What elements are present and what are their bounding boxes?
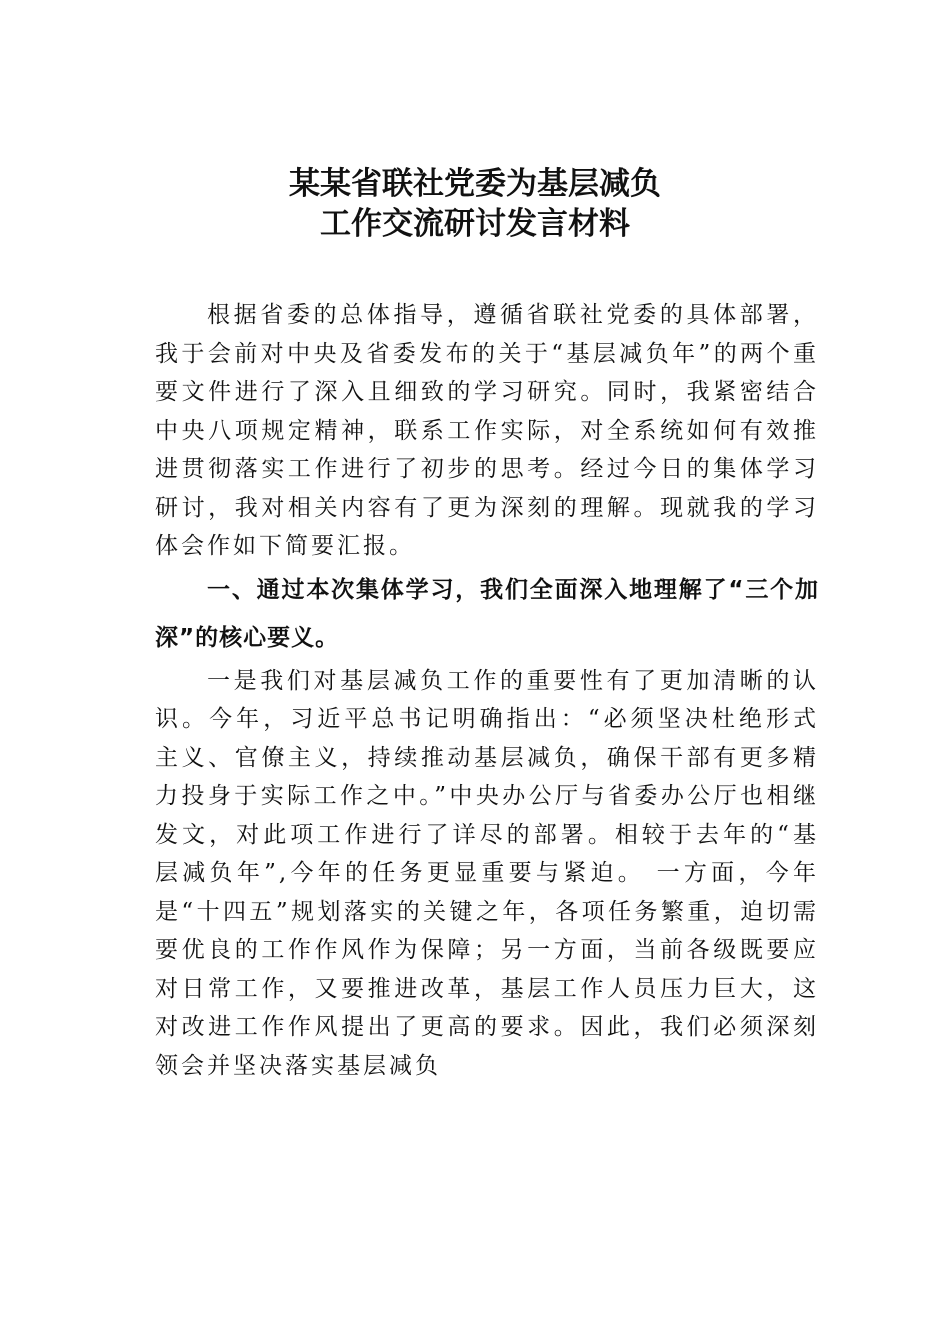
document-title [0, 164, 950, 244]
title-line-2: 工作交流研讨发言材料 [320, 206, 630, 242]
document-body [155, 296, 819, 1085]
intro-paragraph: 根据省委的总体指导，遵循省联社党委的具体部署，我于会前对中央及省委发布的关于“基层减负年”的两个重要文件进行了深入且细致的学习研究。同时，我紧密结合中央八项规定精神，联系工作实际，对全系统如何有效推进贯彻落实工作进行了初步的思考。经过今日的集体学习研讨，我对相关内容有了更为深刻的理解。现就我的学习体会作如下简要汇报。 [155, 302, 819, 559]
body-paragraph-1: 一是我们对基层减负工作的重要性有了更加清晰的认识。今年，习近平总书记明确指出：“必须坚决杜绝形式主义、官僚主义，持续推动基层减负，确保干部有更多精力投身于实际工作之中。”中央办公厅与省委办公厅也相继发文，对此项工作进行了详尽的部署。相较于去年的“基层减负年”,今年的任务更显重要与紧迫。 一方面，今年是“十四五”规划落实的关键之年，各项任务繁重，迫切需要优良的工作作风作为保障；另一方面，当前各级既要应对日常工作，又要推进改革，基层工作人员压力巨大，这对改进工作作风提出了更高的要求。因此，我们必须深刻领会并坚决落实基层减负 [155, 667, 819, 1079]
section-heading-1: 一、通过本次集体学习，我们全面深入地理解了“三个加深”的核心要义。 [155, 576, 819, 651]
title-line-1: 某某省联社党委为基层减负 [289, 166, 661, 202]
